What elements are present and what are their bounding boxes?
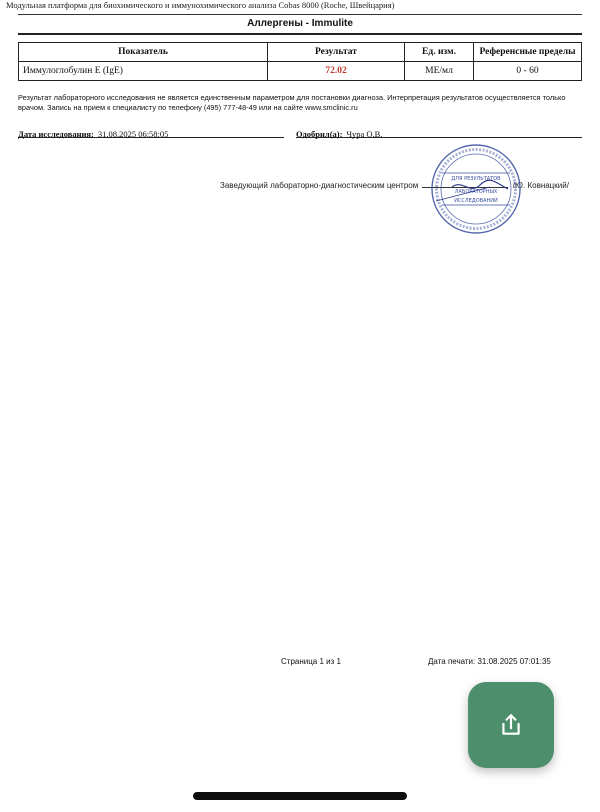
- signature-title: Заведующий лабораторно-диагностическим центром: [220, 181, 419, 190]
- study-date: [18, 124, 284, 138]
- lab-stamp-icon: [430, 143, 522, 235]
- home-indicator[interactable]: [193, 792, 407, 800]
- results-table: [18, 42, 582, 81]
- page-counter: Страница 1 из 1: [281, 657, 341, 666]
- stamp-line-1: ДЛЯ РЕЗУЛЬТАТОВ: [451, 176, 501, 182]
- reference-value: 0 - 60: [474, 62, 582, 81]
- approved-value: Чура О.В.: [346, 129, 383, 139]
- study-date-label: Дата исследования:: [18, 129, 94, 139]
- share-icon: [498, 712, 524, 738]
- unit-value: МЕ/мл: [405, 62, 474, 81]
- column-header-indicator: Показатель: [19, 43, 268, 62]
- column-header-unit: Ед. изм.: [405, 43, 474, 62]
- column-header-reference: Референсные пределы: [474, 43, 582, 62]
- study-date-value: 31.08.2025 06:58:05: [97, 129, 169, 139]
- signature-name: /Ю. Ковнацкий/: [512, 181, 569, 190]
- table-header-row: [19, 43, 582, 62]
- indicator-name: Иммулоглобулин Е (IgE): [19, 62, 268, 81]
- approved-by: [296, 124, 582, 138]
- print-date: Дата печати: 31.08.2025 07:01:35: [428, 657, 551, 666]
- stamp-line-3: ИССЛЕДОВАНИЙ: [454, 198, 498, 204]
- approved-label: Одобрил(а):: [296, 129, 343, 139]
- stamp-line-2: ЛАБОРАТОРНЫХ: [454, 189, 498, 195]
- share-button[interactable]: [468, 682, 554, 768]
- column-header-result: Результат: [268, 43, 405, 62]
- platform-caption: Модульная платформа для биохимического и иммунохимического анализа Cobas 8000 (Roche, Швейцария): [6, 0, 395, 10]
- section-title: Аллергены - Immulite: [18, 14, 582, 35]
- disclaimer-note: Результат лабораторного исследования не является единственным параметром для постановки диагноза. Интерпретация результатов осуществляется только врачом. Запись на прием к специалисту по телефону (495) 777-48-49 или на сайте www.smclinic.ru: [18, 93, 566, 112]
- table-row: [19, 62, 582, 81]
- result-value: 72.02: [268, 62, 405, 81]
